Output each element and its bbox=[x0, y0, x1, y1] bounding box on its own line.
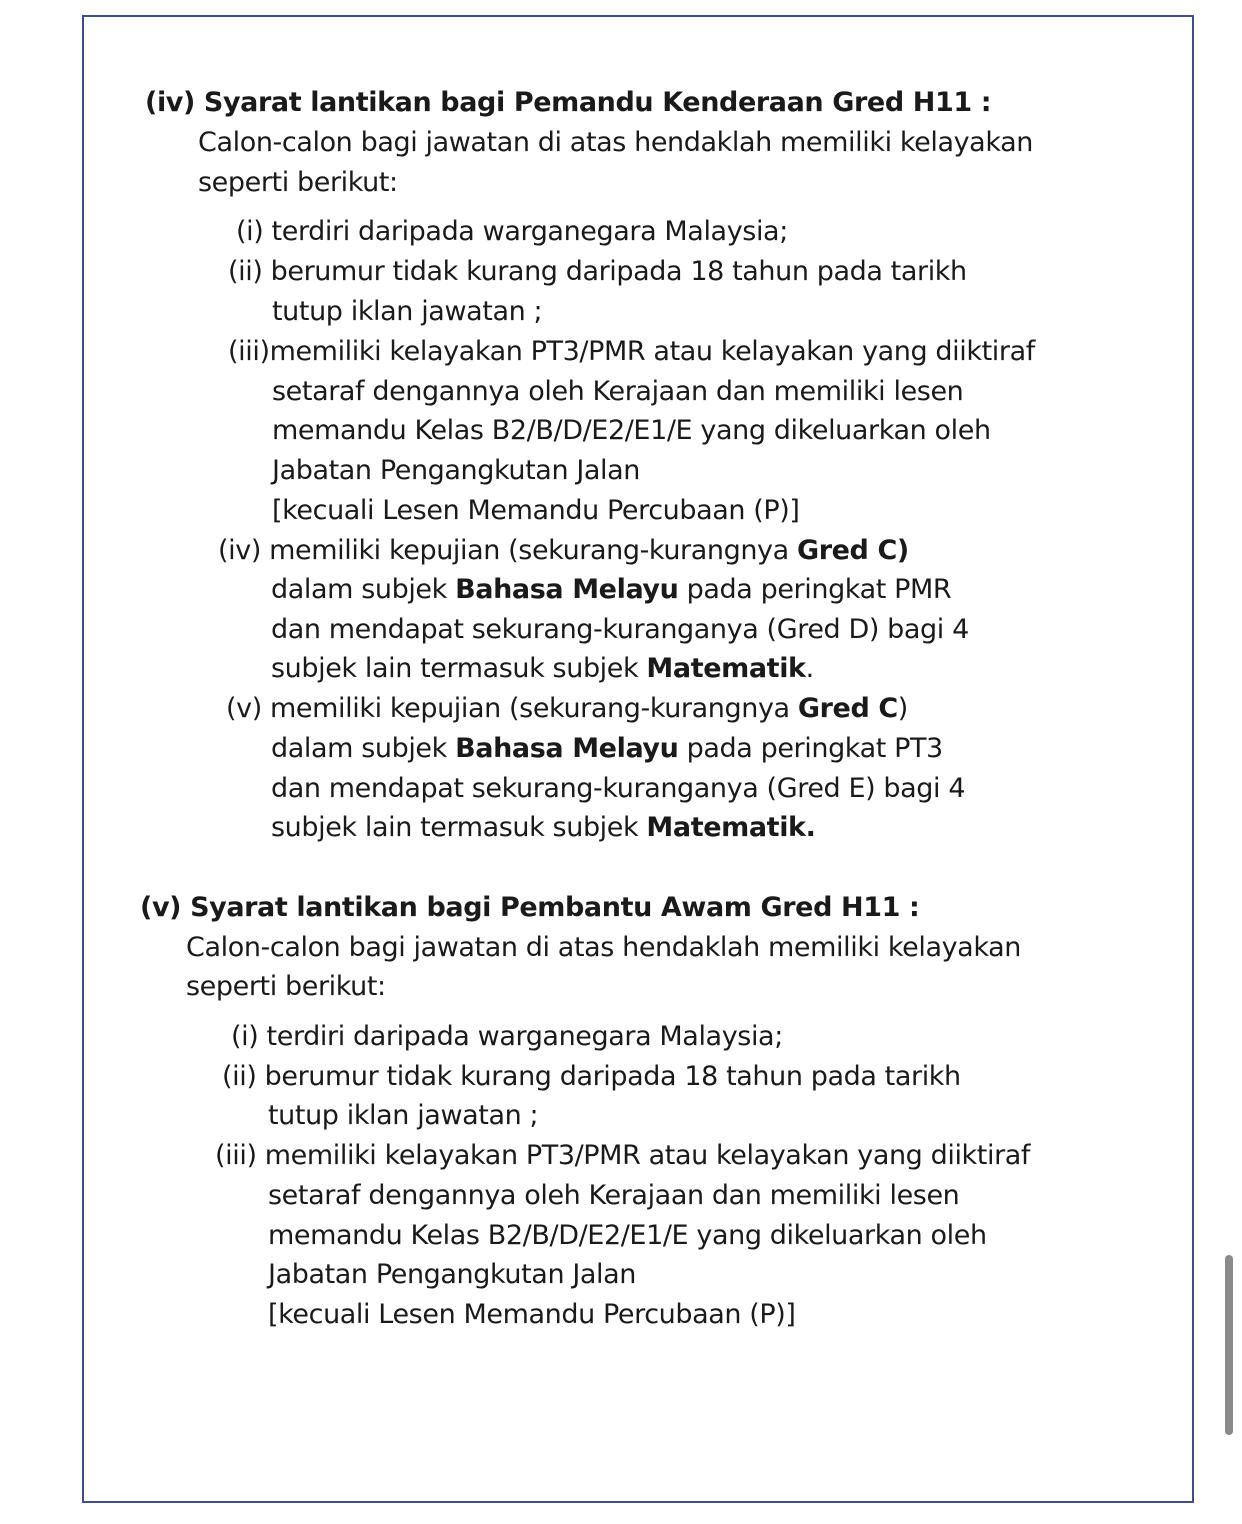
section-iv-item-iv: (iv) memiliki kepujian (sekurang-kurangnya Gred C) bbox=[218, 535, 909, 566]
section-v-item-i: (i) terdiri daripada warganegara Malaysia; bbox=[231, 1021, 783, 1052]
section-v-item-iii-cont: [kecuali Lesen Memandu Percubaan (P)] bbox=[268, 1299, 796, 1330]
section-iv-heading: (iv) Syarat lantikan bagi Pemandu Kenderaan Gred H11 : bbox=[145, 87, 992, 118]
section-iv-item-ii: (ii) berumur tidak kurang daripada 18 tahun pada tarikh bbox=[228, 256, 967, 287]
section-v-item-ii: (ii) berumur tidak kurang daripada 18 tahun pada tarikh bbox=[222, 1061, 961, 1092]
section-v-intro-line: seperti berikut: bbox=[186, 971, 386, 1002]
section-iv-item-v-cont: dalam subjek Bahasa Melayu pada peringkat PT3 bbox=[271, 733, 943, 764]
section-iv-item-iii-cont: memandu Kelas B2/B/D/E2/E1/E yang dikeluarkan oleh bbox=[272, 415, 991, 446]
section-v-item-iii-cont: Jabatan Pengangkutan Jalan bbox=[268, 1259, 637, 1290]
section-v-item-ii-cont: tutup iklan jawatan ; bbox=[268, 1100, 539, 1131]
section-v-item-iii-cont: setaraf dengannya oleh Kerajaan dan memiliki lesen bbox=[268, 1180, 960, 1211]
section-v-item-iii: (iii) memiliki kelayakan PT3/PMR atau kelayakan yang diiktiraf bbox=[215, 1140, 1031, 1171]
section-iv-item-iv-cont: dan mendapat sekurang-kuranganya (Gred D) bagi 4 bbox=[271, 614, 969, 645]
section-v-item-iii-cont: memandu Kelas B2/B/D/E2/E1/E yang dikeluarkan oleh bbox=[268, 1220, 987, 1251]
section-iv-item-ii-cont: tutup iklan jawatan ; bbox=[272, 296, 543, 327]
section-iv-item-iii: (iii)memiliki kelayakan PT3/PMR atau kelayakan yang diiktiraf bbox=[228, 336, 1035, 367]
section-iv-item-i: (i) terdiri daripada warganegara Malaysia; bbox=[236, 216, 788, 247]
section-iv-item-iii-cont: Jabatan Pengangkutan Jalan bbox=[272, 455, 641, 486]
section-iv-item-iv-cont: subjek lain termasuk subjek Matematik. bbox=[271, 653, 814, 684]
section-iv-intro-line: Calon-calon bagi jawatan di atas hendaklah memiliki kelayakan bbox=[198, 127, 1033, 158]
section-v-heading: (v) Syarat lantikan bagi Pembantu Awam Gred H11 : bbox=[140, 892, 920, 923]
section-iv-item-iii-cont: [kecuali Lesen Memandu Percubaan (P)] bbox=[272, 495, 800, 526]
section-iv-intro-line: seperti berikut: bbox=[198, 167, 398, 198]
section-iv-item-v-cont: dan mendapat sekurang-kuranganya (Gred E) bagi 4 bbox=[271, 773, 966, 804]
section-iv-item-v-cont: subjek lain termasuk subjek Matematik. bbox=[271, 812, 816, 843]
section-iv-item-iv-cont: dalam subjek Bahasa Melayu pada peringkat PMR bbox=[271, 574, 952, 605]
section-iv-item-iii-cont: setaraf dengannya oleh Kerajaan dan memiliki lesen bbox=[272, 376, 964, 407]
section-v-intro-line: Calon-calon bagi jawatan di atas hendaklah memiliki kelayakan bbox=[186, 932, 1021, 963]
scrollbar-thumb[interactable] bbox=[1225, 1255, 1233, 1435]
section-iv-item-v: (v) memiliki kepujian (sekurang-kurangnya Gred C) bbox=[226, 693, 908, 724]
